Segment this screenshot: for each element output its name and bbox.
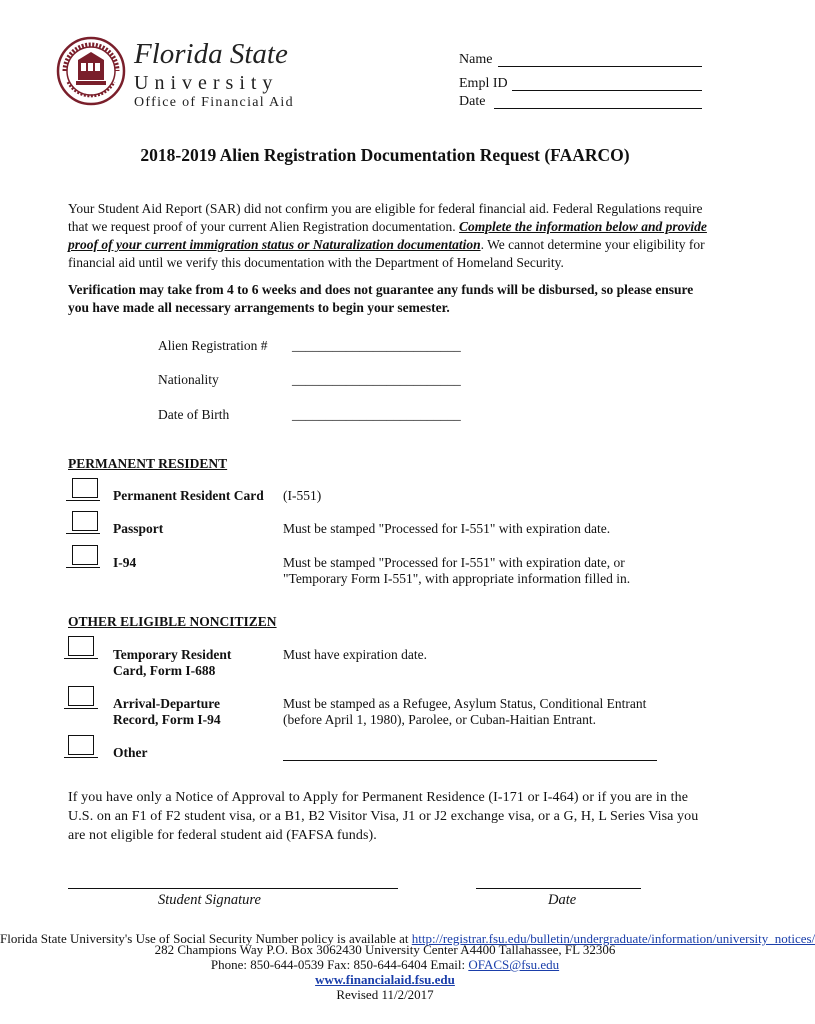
arrival-departure-label-line1: Arrival-Departure <box>113 696 220 711</box>
permanent-resident-card-label: Permanent Resident Card <box>113 488 264 503</box>
ssn-policy-text: Florida State University's Use of Social Security Number policy is available at <box>0 931 412 946</box>
footer-contact <box>0 957 770 973</box>
i94-label: I-94 <box>113 555 137 570</box>
signature-date-label: Date <box>548 892 577 908</box>
university-name-line2: University <box>134 72 279 94</box>
ineligibility-notice: If you have only a Notice of Approval to Apply for Permanent Residence (I-171 or I-464) or if you are in the U.S. on an F1 of F2 student visa, or a B1, B2 Visitor Visa, J1 or J2 exchange visa, or a G, H, L Series Visa you are not eligible for federal student aid (FAFSA funds). <box>68 790 699 843</box>
name-label: Name <box>459 52 493 67</box>
temporary-resident-checkbox[interactable] <box>68 636 94 656</box>
name-field[interactable] <box>498 66 702 67</box>
permanent-resident-card-checkbox[interactable] <box>72 478 98 498</box>
date-label: Date <box>459 94 486 109</box>
arrival-departure-desc-line1: Must be stamped as a Refugee, Asylum Status, Conditional Entrant <box>283 696 647 711</box>
nationality-field[interactable]: _________________________ <box>292 372 461 387</box>
intro-text-2: . We cannot determine your eligibility for financial aid until we verify this documentation with the Department of Homeland Security. <box>68 237 705 270</box>
i94-desc-line2: "Temporary Form I-551", with appropriate information filled in. <box>283 571 631 586</box>
arrival-departure-desc-line2: (before April 1, 1980), Parolee, or Cuban-Haitian Entrant. <box>283 712 597 727</box>
i94-checkbox[interactable] <box>72 545 98 565</box>
checkbox-underline <box>66 500 100 501</box>
form-title: 2018-2019 Alien Registration Documentation Request (FAARCO) <box>140 145 630 165</box>
university-name-line1: Florida State <box>134 38 288 70</box>
i94-desc-line1: Must be stamped "Processed for I-551" with expiration date, or <box>283 555 625 570</box>
other-eligible-heading: OTHER ELIGIBLE NONCITIZEN <box>68 614 277 629</box>
student-signature-label: Student Signature <box>158 892 261 908</box>
footer-website-row <box>0 972 770 988</box>
student-signature-field[interactable] <box>68 888 398 889</box>
passport-desc: Must be stamped "Processed for I-551" with expiration date. <box>283 521 611 536</box>
checkbox-underline <box>64 708 98 709</box>
intro-paragraph <box>68 200 708 272</box>
checkbox-underline <box>66 567 100 568</box>
date-of-birth-field[interactable]: _________________________ <box>292 407 461 422</box>
empl-id-label: Empl ID <box>459 76 508 91</box>
checkbox-underline <box>66 533 100 534</box>
footer-phone-fax: Phone: 850-644-0539 Fax: 850-644-6404 Email: <box>210 957 469 972</box>
office-name: Office of Financial Aid <box>134 95 294 110</box>
passport-checkbox[interactable] <box>72 511 98 531</box>
checkbox-underline <box>64 757 98 758</box>
footer-email-link[interactable]: OFACS@fsu.edu <box>468 957 560 972</box>
date-field[interactable] <box>494 108 702 109</box>
empl-id-field[interactable] <box>512 90 702 91</box>
other-specify-field[interactable] <box>283 760 657 761</box>
checkbox-underline <box>64 658 98 659</box>
ssn-policy-link[interactable]: http://registrar.fsu.edu/bulletin/undergraduate/information/university_notices/ <box>411 931 815 946</box>
verification-notice: Verification may take from 4 to 6 weeks and does not guarantee any funds will be disbursed, so please ensure you have made all necessary arrangements to begin your semester. <box>68 282 694 315</box>
temporary-resident-label-line2: Card, Form I-688 <box>113 663 216 678</box>
temporary-resident-label-line1: Temporary Resident <box>113 647 232 662</box>
date-of-birth-label: Date of Birth <box>158 407 230 422</box>
passport-label: Passport <box>113 521 164 536</box>
arrival-departure-checkbox[interactable] <box>68 686 94 706</box>
permanent-resident-card-desc: (I-551) <box>283 488 322 503</box>
arrival-departure-label-line2: Record, Form I-94 <box>113 712 221 727</box>
footer-address: 282 Champions Way P.O. Box 3062430 University Center A4400 Tallahassee, FL 32306 <box>154 942 616 957</box>
other-label: Other <box>113 745 148 760</box>
alien-registration-label: Alien Registration # <box>158 338 268 353</box>
footer-website-link[interactable]: www.financialaid.fsu.edu <box>315 972 455 987</box>
alien-registration-field[interactable]: _________________________ <box>292 338 461 353</box>
signature-date-field[interactable] <box>476 888 641 889</box>
temporary-resident-desc: Must have expiration date. <box>283 647 427 662</box>
other-checkbox[interactable] <box>68 735 94 755</box>
permanent-resident-heading: PERMANENT RESIDENT <box>68 456 228 471</box>
intro-emphasis: Complete the information below and provide proof of your current immigration status or Naturalization documentation <box>68 219 707 252</box>
fsu-seal-logo <box>56 36 126 106</box>
nationality-label: Nationality <box>158 372 219 387</box>
footer-revised: Revised 11/2/2017 <box>336 987 434 1002</box>
intro-text-1: Your Student Aid Report (SAR) did not confirm you are eligible for federal financial aid. Federal Regulations require that we request proof of your current Alien Registration documentation. <box>68 201 703 234</box>
